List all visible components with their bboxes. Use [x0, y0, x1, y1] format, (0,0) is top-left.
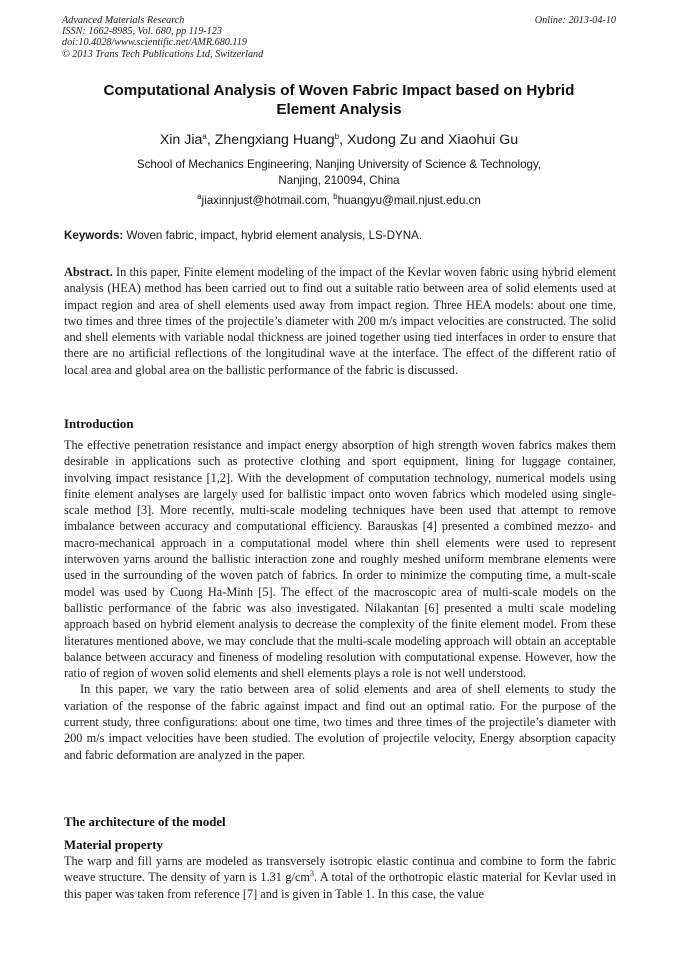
online-date: Online: 2013-04-10	[534, 15, 616, 26]
introduction-paragraph-1: The effective penetration resistance and impact energy absorption of high strength woven fabrics makes them desirable in applications such as protective clothing and sport equipment, lining for luggage container, involving impact resistance [1,2]. With the development of computation technology, numerical models using finite element analyses are largely used for ballistic impact onto woven fabrics which modeled using single-scale method [3]. More recently, multi-scale modeling techniques have been used that attempt to remove imbalance between accuracy and computational efficiency. Barauskas [4] presented a combined mezzo- and macro-mechanical approach in a computational model where thin shell elements were used to represent interwoven yarns around the ballistic interaction zone and roughly meshed uniform membrane elements were used in the surrounding of the woven patch of fabrics. In order to minimize the computing time, a mult-scale model was used by Cuong Ha-Minh [5]. The effect of the macroscopic area of multi-scale models on the ballistic performance of the fabric was also investigated. Nilakantan [6] presented a multi scale modeling approach based on hybrid element analysis to decrease the complexity of the finite element model. From these literatures mentioned above, we may conclude that the multi-scale modeling approach will obtain an acceptable balance between accuracy and fineness of modeling resolution with computational expense. However, how the ratio of region of woven solid elements and shell elements plays a role is not well understood.	[64, 438, 616, 681]
author-emails	[62, 193, 616, 209]
material-property-body	[64, 853, 616, 902]
keywords-text: Woven fabric, impact, hybrid element analysis, LS-DYNA.	[123, 229, 423, 242]
paper-title	[62, 82, 616, 119]
email-superscript: a	[197, 192, 202, 201]
material-paragraph	[64, 853, 616, 902]
doi-line[interactable]: doi:10.4028/www.scientific.net/AMR.680.119	[62, 37, 247, 49]
author-name: Zhengxiang Huang	[214, 132, 335, 148]
copyright-line: © 2013 Trans Tech Publications Ltd, Switzerland	[62, 48, 264, 60]
author-list	[62, 131, 616, 149]
abstract-paragraph	[64, 264, 616, 378]
section-heading-architecture: The architecture of the model	[64, 815, 226, 829]
subsection-heading-material: Material property	[64, 838, 163, 852]
introduction-body	[64, 437, 616, 763]
author-superscript: b	[334, 132, 340, 141]
abstract-text: In this paper, Finite element modeling of the impact of the Kevlar woven fabric using hybrid element analysis (HEA) method has been carried out to find out a suitable ratio between area of solid elements used at impact region and area of shell elements used away from impact region. Three HEA models: about one time, two times and three times of the projectile’s diameter with 200 m/s impact velocities are constructed. The solid and shell elements with variable nodal thickness are joined together using tied interfaces in order to ensure that there are no artificial reflections of the longitudinal wave at the interface. The effect of the different ratio of local area and global area on the ballistic performance of the fabric is discussed.	[64, 265, 616, 377]
journal-name: Advanced Materials Research	[62, 15, 185, 26]
affiliation-line-1: School of Mechanics Engineering, Nanjing University of Science & Technology,	[136, 158, 542, 171]
journal-masthead	[62, 15, 616, 60]
keywords	[64, 228, 616, 244]
email-link[interactable]: jiaxinnjust@hotmail.com,	[201, 194, 334, 207]
author-superscript: a	[202, 132, 207, 141]
keywords-label: Keywords:	[64, 229, 124, 242]
introduction-paragraph-2: In this paper, we vary the ratio between area of solid elements and area of shell elements to study the variation of the response of the fabric against impact and find out an optimal ratio. For the purpose of the current study, three configurations: about one time, two times and three times of the projectile’s diameter with 200 m/s impact velocities have been studied. The evolution of projectile velocity, Energy absorption capacity and fabric deformation are analyzed in the paper.	[64, 682, 616, 762]
abstract	[64, 264, 616, 378]
email-link[interactable]: huangyu@mail.njust.edu.cn	[337, 194, 481, 207]
issn-line: ISSN: 1662-8985, Vol. 680, pp 119-123	[62, 26, 222, 38]
material-text-b: . A total of the orthotropic elastic material for Kevlar used in this paper was taken from reference [7] and is given in Table 1. In this case, the value	[64, 870, 616, 901]
author-separator: ,	[206, 132, 215, 148]
author-name: Xin Jia	[159, 132, 203, 148]
affiliation	[62, 157, 616, 189]
author-names-rest: , Xudong Zu and Xiaohui Gu	[339, 132, 519, 148]
title-line-1: Computational Analysis of Woven Fabric Impact based on Hybrid	[103, 82, 575, 99]
affiliation-line-2: Nanjing, 210094, China	[278, 174, 400, 187]
section-heading-introduction: Introduction	[64, 417, 134, 431]
abstract-label: Abstract.	[64, 265, 113, 279]
density-unit-superscript: 3	[309, 869, 314, 879]
material-text-a: The warp and fill yarns are modeled as transversely isotropic elastic continua and combine to form the fabric weave structure. The density of yarn is 1.31 g/cm	[64, 854, 616, 885]
title-line-2: Element Analysis	[276, 100, 402, 118]
email-superscript: b	[333, 192, 338, 201]
